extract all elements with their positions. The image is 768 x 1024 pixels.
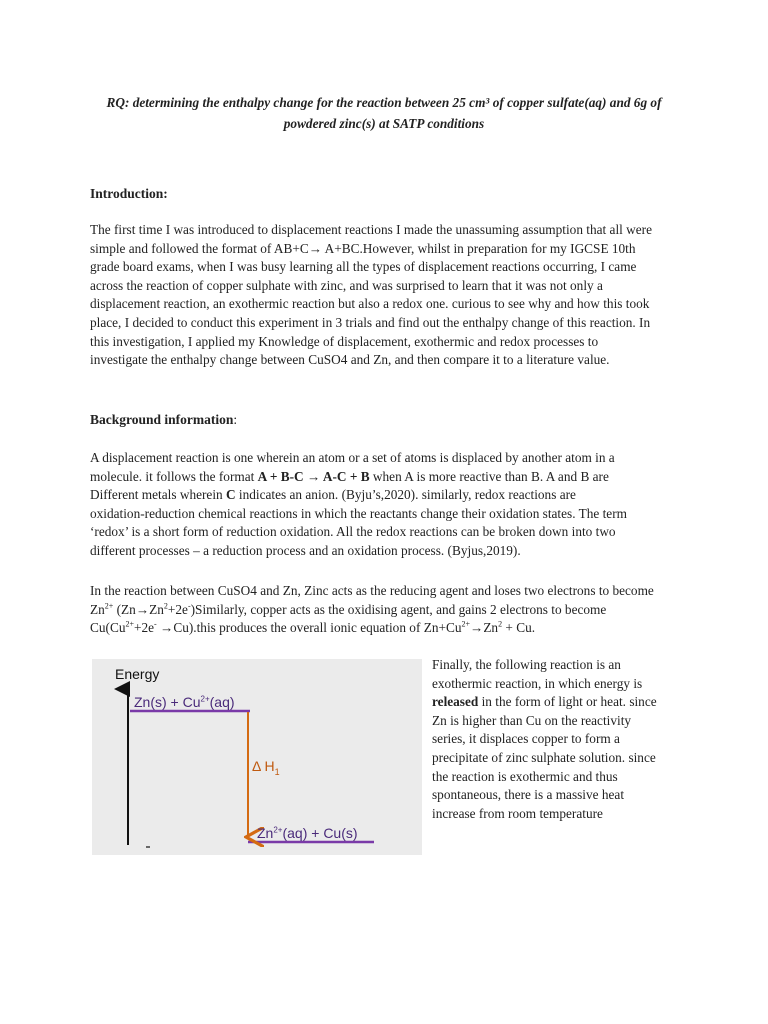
eq-text: +2e bbox=[133, 620, 155, 636]
delta-h-text: Δ H bbox=[252, 758, 275, 774]
background-heading-colon: : bbox=[233, 412, 238, 427]
reactants-label bbox=[134, 694, 235, 710]
eq-text: )Similarly, copper acts as the oxidising agent, and gains 2 electrons to become bbox=[190, 601, 607, 617]
eq-text: →Cu).this produces the overall ionic equation of Zn+Cu bbox=[156, 620, 462, 636]
anion-symbol: C bbox=[226, 487, 236, 503]
intro-line: displacement reaction, an exothermic reaction but also a redox one. curious to see why and how this took bbox=[90, 296, 650, 312]
eq-text: + Cu. bbox=[502, 620, 536, 636]
bg-line bbox=[90, 601, 680, 620]
bg-line bbox=[90, 486, 680, 505]
eq-text: Zn bbox=[90, 601, 105, 617]
eq-superscript: 2 bbox=[163, 601, 168, 611]
side-line: increase from room temperature bbox=[432, 805, 603, 821]
delta-h-subscript: 1 bbox=[274, 766, 280, 777]
side-line bbox=[432, 693, 702, 712]
introduction-paragraph bbox=[90, 221, 680, 370]
side-line: precipitate of zinc sulphate solution. since bbox=[432, 749, 656, 765]
bg-text: molecule. it follows the format bbox=[90, 468, 258, 484]
eq-text: Cu(Cu bbox=[90, 620, 126, 636]
released-keyword: released bbox=[432, 694, 479, 710]
energy-level-diagram bbox=[92, 659, 422, 855]
figure-side-text bbox=[432, 656, 702, 823]
background-paragraph-2 bbox=[90, 582, 680, 638]
side-line: the reaction is exothermic and thus bbox=[432, 768, 618, 784]
intro-line: investigate the enthalpy change between CuSO4 and Zn, and then compare it to a literature value. bbox=[90, 352, 610, 368]
side-line: exothermic reaction, in which energy is bbox=[432, 675, 643, 691]
reactants-charge: 2+ bbox=[200, 694, 210, 704]
eq-text: +2e bbox=[167, 601, 188, 617]
bg-line: ‘redox’ is a short form of reduction oxidation. All the redox reactions can be broken down into two bbox=[90, 524, 616, 540]
eq-superscript: 2+ bbox=[125, 619, 134, 629]
products-label bbox=[257, 825, 358, 841]
products-text: Zn bbox=[257, 825, 274, 841]
eq-text: (Zn→Zn bbox=[113, 601, 164, 617]
intro-line: grade board exams, when I was busy learning all the types of displacement reactions occurring, I came bbox=[90, 259, 637, 275]
eq-text: →Zn bbox=[470, 620, 499, 636]
bg-line bbox=[90, 468, 680, 487]
bg-text: Different metals wherein bbox=[90, 487, 226, 503]
bg-line: A displacement reaction is one wherein an atom or a set of atoms is displaced by another atom in a bbox=[90, 450, 615, 465]
intro-line: place, I decided to conduct this experiment in 3 trials and find out the enthalpy change of this reaction. In bbox=[90, 314, 651, 330]
eq-superscript: 2+ bbox=[104, 601, 114, 611]
research-question-line-1: RQ: determining the enthalpy change for the reaction between 25 cm³ of copper sulfate(aq) and 6g of bbox=[106, 95, 662, 110]
products-text: (aq) + Cu(s) bbox=[282, 825, 358, 841]
intro-line: this investigation, I applied my Knowledge of displacement, exothermic and redox processes to bbox=[90, 333, 599, 349]
bg-line: In the reaction between CuSO4 and Zn, Zinc acts as the reducing agent and loses two electrons to become bbox=[90, 583, 654, 598]
side-text: in the form of light or heat. since bbox=[478, 694, 657, 710]
introduction-heading: Introduction: bbox=[90, 186, 168, 201]
bg-line: oxidation-reduction chemical reactions in which the reactants change their oxidation states. The term bbox=[90, 505, 627, 521]
eq-superscript: - bbox=[187, 601, 191, 611]
intro-line: across the reaction of copper sulphate with zinc, and was surprised to learn that it was not only a bbox=[90, 277, 603, 293]
research-question-line-2: powdered zinc(s) at SATP conditions bbox=[283, 116, 485, 131]
bg-text: when A is more reactive than B. A and B are bbox=[369, 468, 609, 484]
side-line: Zn is higher than Cu on the reactivity bbox=[432, 712, 632, 728]
bg-line: different processes – a reduction process and an oxidation process. (Byjus,2019). bbox=[90, 542, 521, 558]
eq-superscript: 2 bbox=[498, 619, 503, 629]
bg-line bbox=[90, 619, 680, 638]
reactants-text: (aq) bbox=[209, 694, 235, 710]
eq-superscript: - bbox=[154, 619, 157, 629]
side-line: series, it displaces copper to form a bbox=[432, 731, 620, 747]
products-charge: 2+ bbox=[273, 825, 283, 835]
enthalpy-label bbox=[252, 758, 280, 777]
energy-axis-label: Energy bbox=[115, 666, 160, 682]
format-equation: A + B-C → A-C + B bbox=[257, 468, 370, 484]
background-paragraph-1 bbox=[90, 449, 680, 561]
side-line: Finally, the following reaction is an bbox=[432, 657, 621, 672]
eq-superscript: 2+ bbox=[461, 619, 471, 629]
background-heading bbox=[90, 412, 237, 428]
side-line: spontaneous, there is a massive heat bbox=[432, 787, 625, 803]
background-heading-text: Background information bbox=[90, 412, 234, 427]
reactants-text: Zn(s) + Cu bbox=[134, 694, 201, 710]
intro-line: simple and followed the format of AB+C→ A+BC.However, whilst in preparation for my IGCSE 10th bbox=[90, 240, 636, 256]
intro-line: The first time I was introduced to displacement reactions I made the unassuming assumption that all were bbox=[90, 222, 653, 237]
bg-text: indicates an anion. (Byju’s,2020). similarly, redox reactions are bbox=[235, 487, 576, 503]
research-question bbox=[80, 92, 688, 134]
